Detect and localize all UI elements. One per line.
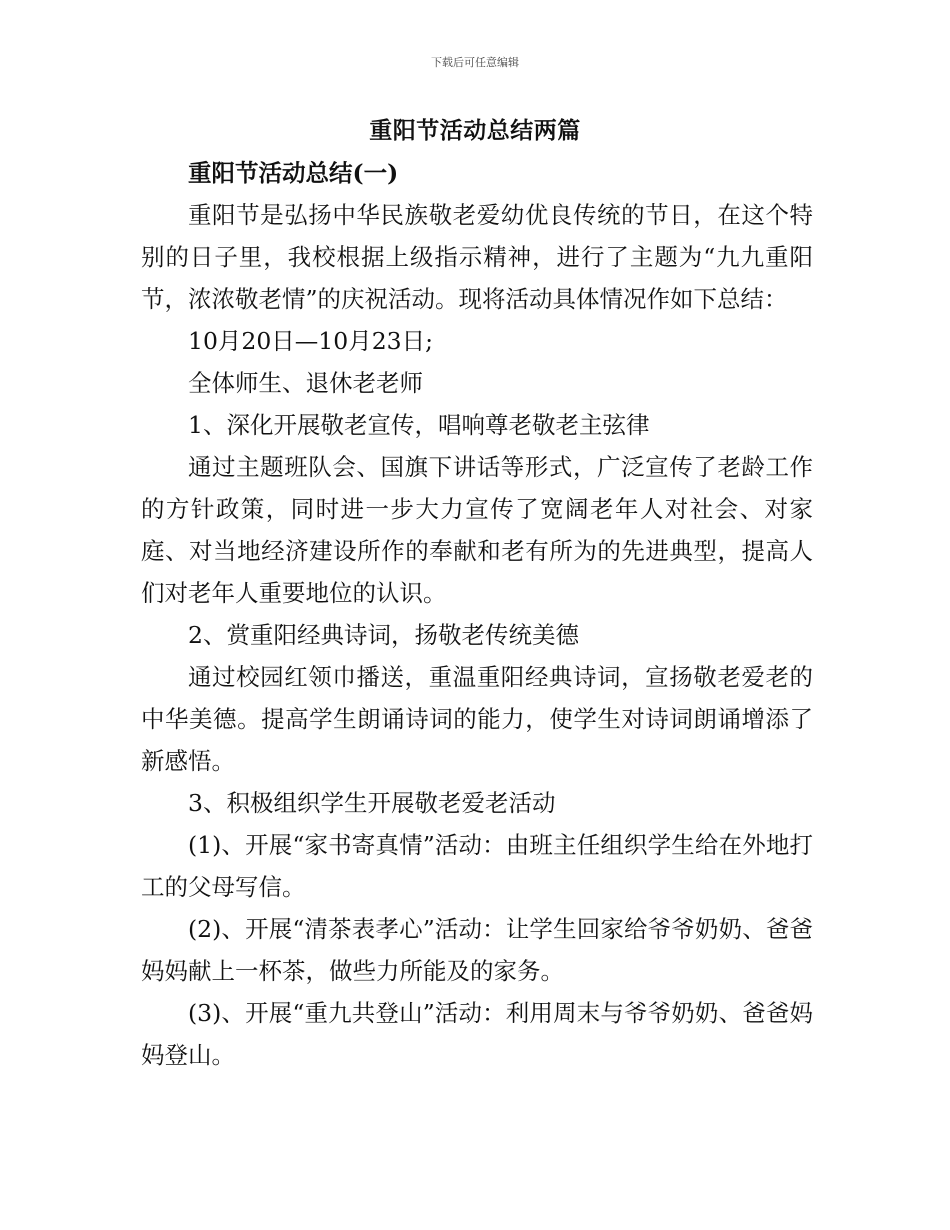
document-title: 重阳节活动总结两篇 xyxy=(369,117,581,144)
paragraph-activity-3: (3)、开展“重九共登山”活动：利用周末与爷爷奶奶、爸爸妈妈登山。 xyxy=(141,999,813,1069)
paragraph-item-1-body: 通过主题班队会、国旗下讲话等形式，广泛宣传了老龄工作的方针政策，同时进一步大力宣传了宽阔老年人对社会、对家庭、对当地经济建设所作的奉献和老有所为的先进典型，提高人们对老年人重要地位的认识。 xyxy=(141,453,813,607)
section-title: 重阳节活动总结(一) xyxy=(188,159,399,187)
document-body xyxy=(141,152,813,1076)
paragraph-item-2-body: 通过校园红领巾播送，重温重阳经典诗词，宣扬敬老爱老的中华美德。提高学生朗诵诗词的能力，使学生对诗词朗诵增添了新感悟。 xyxy=(141,663,813,775)
header-note: 下载后可任意编辑 xyxy=(431,56,519,69)
paragraph-activity-2: (2)、开展“清茶表孝心”活动：让学生回家给爷爷奶奶、爸爸妈妈献上一杯茶，做些力所能及的家务。 xyxy=(141,915,813,985)
paragraph-item-2-heading: 2、赏重阳经典诗词，扬敬老传统美德 xyxy=(188,621,579,649)
paragraph-item-3-heading: 3、积极组织学生开展敬老爱老活动 xyxy=(188,789,556,817)
paragraph-date: 10月20日—10月23日; xyxy=(188,327,434,355)
paragraph-activity-1: (1)、开展“家书寄真情”活动：由班主任组织学生给在外地打工的父母写信。 xyxy=(141,831,813,901)
paragraph-participants: 全体师生、退休老老师 xyxy=(188,369,423,397)
paragraph-item-1-heading: 1、深化开展敬老宣传，唱响尊老敬老主弦律 xyxy=(188,411,650,439)
paragraph-intro: 重阳节是弘扬中华民族敬老爱幼优良传统的节日，在这个特别的日子里，我校根据上级指示精神，进行了主题为“九九重阳节，浓浓敬老情”的庆祝活动。现将活动具体情况作如下总结： xyxy=(141,201,813,313)
